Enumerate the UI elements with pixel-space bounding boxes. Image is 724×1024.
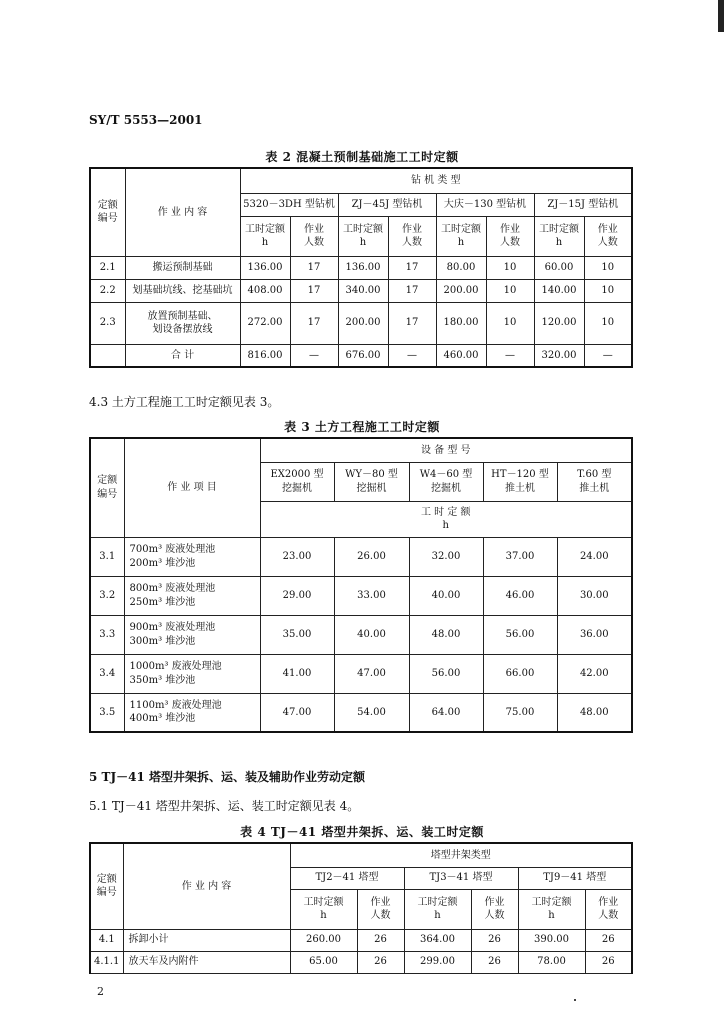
row-value: 64.00 xyxy=(409,693,483,732)
table2-caption: 表 2 混凝土预制基础施工工时定额 xyxy=(265,150,459,164)
row-value: 10 xyxy=(486,256,534,279)
row-value: 340.00 xyxy=(338,279,388,302)
row-value: 42.00 xyxy=(557,654,632,693)
table-row xyxy=(90,615,632,654)
row-value: 66.00 xyxy=(483,654,557,693)
row-value: 140.00 xyxy=(534,279,584,302)
row-id: 4.1.1 xyxy=(90,951,123,973)
row-value: 676.00 xyxy=(338,344,388,367)
table4-subheader-people: 作业 人数 xyxy=(471,889,518,929)
row-value: 180.00 xyxy=(436,302,486,344)
row-value: 10 xyxy=(584,256,632,279)
row-value: 10 xyxy=(584,279,632,302)
row-value: 460.00 xyxy=(436,344,486,367)
row-value: 60.00 xyxy=(534,256,584,279)
row-value: 320.00 xyxy=(534,344,584,367)
row-id: 3.1 xyxy=(90,537,124,576)
row-value: 32.00 xyxy=(409,537,483,576)
table3-unit: 工 时 定 额 h xyxy=(260,501,632,537)
row-value: 30.00 xyxy=(557,576,632,615)
row-value: 40.00 xyxy=(409,576,483,615)
row-id: 3.5 xyxy=(90,693,124,732)
row-value: 56.00 xyxy=(483,615,557,654)
table-row xyxy=(90,302,632,344)
row-value: — xyxy=(290,344,338,367)
row-content: 放天车及内附件 xyxy=(123,951,290,973)
row-value: 136.00 xyxy=(240,256,290,279)
table2-header-group: 钻 机 类 型 xyxy=(240,168,632,193)
table2-machine-header: ZJ－45J 型钻机 xyxy=(338,193,436,216)
row-value: 26 xyxy=(471,929,518,951)
table2 xyxy=(89,167,633,368)
table4-header-id: 定额 编号 xyxy=(90,843,123,929)
row-value: 299.00 xyxy=(404,951,471,973)
row-value: 10 xyxy=(486,279,534,302)
row-value: 26.00 xyxy=(334,537,409,576)
row-id: 2.1 xyxy=(90,256,125,279)
row-value: 29.00 xyxy=(260,576,334,615)
row-id: 3.4 xyxy=(90,654,124,693)
table3-caption: 表 3 土方工程施工工时定额 xyxy=(284,420,440,434)
row-value: 17 xyxy=(388,256,436,279)
table2-subheader-people: 作业 人数 xyxy=(290,216,338,256)
row-id: 4.1 xyxy=(90,929,123,951)
table3-machine-header: T.60 型 推土机 xyxy=(557,462,632,501)
row-value: 17 xyxy=(290,279,338,302)
row-value: — xyxy=(388,344,436,367)
table2-subheader-people: 作业 人数 xyxy=(486,216,534,256)
row-value: 17 xyxy=(290,302,338,344)
row-value: 24.00 xyxy=(557,537,632,576)
row-content: 800m³ 废液处理池 250m³ 堆沙池 xyxy=(124,576,260,615)
table4-subheader-hours: 工时定额 h xyxy=(404,889,471,929)
row-value: 37.00 xyxy=(483,537,557,576)
row-value: 40.00 xyxy=(334,615,409,654)
row-value: 23.00 xyxy=(260,537,334,576)
table3-header-group: 设 备 型 号 xyxy=(260,438,632,462)
row-value: 260.00 xyxy=(290,929,357,951)
table3-machine-header: HT－120 型 推土机 xyxy=(483,462,557,501)
section-5-heading: 5 TJ－41 塔型井架拆、运、装及辅助作业劳动定额 xyxy=(89,770,366,784)
row-value: 26 xyxy=(357,929,404,951)
para-5-1: 5.1 TJ－41 塔型井架拆、运、装工时定额见表 4。 xyxy=(89,799,360,813)
row-value: 200.00 xyxy=(436,279,486,302)
table3-header-id: 定额 编号 xyxy=(90,438,124,537)
table4-machine-header: TJ3－41 塔型 xyxy=(404,867,518,889)
row-value: — xyxy=(486,344,534,367)
table2-subheader-people: 作业 人数 xyxy=(584,216,632,256)
table-row xyxy=(90,537,632,576)
row-id xyxy=(90,344,125,367)
table2-subheader-hours: 工时定额 h xyxy=(240,216,290,256)
row-content: 划基础坑线、挖基础坑 xyxy=(125,279,240,302)
row-value: 17 xyxy=(290,256,338,279)
scan-dot xyxy=(574,999,576,1001)
table-row xyxy=(90,929,632,951)
table4-subheader-hours: 工时定额 h xyxy=(518,889,585,929)
row-value: 36.00 xyxy=(557,615,632,654)
table4 xyxy=(89,842,633,974)
row-value: 47.00 xyxy=(260,693,334,732)
table-row xyxy=(90,256,632,279)
row-value: 26 xyxy=(585,929,632,951)
table2-subheader-hours: 工时定额 h xyxy=(534,216,584,256)
table3-machine-header: WY－80 型 挖掘机 xyxy=(334,462,409,501)
table4-subheader-people: 作业 人数 xyxy=(357,889,404,929)
row-value: 47.00 xyxy=(334,654,409,693)
table3-header-content: 作 业 项 目 xyxy=(124,438,260,537)
table2-machine-header: 大庆－130 型钻机 xyxy=(436,193,534,216)
table-row xyxy=(90,279,632,302)
row-content: 700m³ 废液处理池 200m³ 堆沙池 xyxy=(124,537,260,576)
row-content: 1100m³ 废液处理池 400m³ 堆沙池 xyxy=(124,693,260,732)
table2-subheader-hours: 工时定额 h xyxy=(338,216,388,256)
row-id: 2.2 xyxy=(90,279,125,302)
table4-machine-header: TJ2－41 塔型 xyxy=(290,867,404,889)
row-content: 放置预制基础、 划设备摆放线 xyxy=(125,302,240,344)
row-value: 17 xyxy=(388,302,436,344)
row-value: 408.00 xyxy=(240,279,290,302)
row-value: 26 xyxy=(471,951,518,973)
row-value: 26 xyxy=(357,951,404,973)
row-value: 41.00 xyxy=(260,654,334,693)
table-row xyxy=(90,654,632,693)
row-value: 80.00 xyxy=(436,256,486,279)
table2-header-id: 定额 编号 xyxy=(90,168,125,256)
row-value: 56.00 xyxy=(409,654,483,693)
row-content: 1000m³ 废液处理池 350m³ 堆沙池 xyxy=(124,654,260,693)
scan-edge-mark xyxy=(718,0,724,32)
table4-subheader-hours: 工时定额 h xyxy=(290,889,357,929)
row-value: 17 xyxy=(388,279,436,302)
table-row xyxy=(90,693,632,732)
row-value: 75.00 xyxy=(483,693,557,732)
row-value: 200.00 xyxy=(338,302,388,344)
row-value: 26 xyxy=(585,951,632,973)
row-id: 3.3 xyxy=(90,615,124,654)
row-value: 33.00 xyxy=(334,576,409,615)
row-value: 48.00 xyxy=(557,693,632,732)
row-value: 10 xyxy=(486,302,534,344)
row-id: 2.3 xyxy=(90,302,125,344)
row-value: 364.00 xyxy=(404,929,471,951)
table2-subheader-hours: 工时定额 h xyxy=(436,216,486,256)
table3-machine-header: W4－60 型 挖掘机 xyxy=(409,462,483,501)
row-value: — xyxy=(584,344,632,367)
table-row xyxy=(90,951,632,973)
row-value: 35.00 xyxy=(260,615,334,654)
row-content: 搬运预制基础 xyxy=(125,256,240,279)
table4-caption: 表 4 TJ－41 塔型井架拆、运、装工时定额 xyxy=(240,825,484,839)
row-value: 272.00 xyxy=(240,302,290,344)
row-content: 拆卸小计 xyxy=(123,929,290,951)
table2-machine-header: 5320－3DH 型钻机 xyxy=(240,193,338,216)
row-content: 合 计 xyxy=(125,344,240,367)
table3-machine-header: EX2000 型 挖掘机 xyxy=(260,462,334,501)
row-value: 78.00 xyxy=(518,951,585,973)
table2-subheader-people: 作业 人数 xyxy=(388,216,436,256)
row-value: 10 xyxy=(584,302,632,344)
row-value: 816.00 xyxy=(240,344,290,367)
row-value: 390.00 xyxy=(518,929,585,951)
row-value: 136.00 xyxy=(338,256,388,279)
table-row xyxy=(90,344,632,367)
para-4-3: 4.3 土方工程施工工时定额见表 3。 xyxy=(89,395,280,409)
row-value: 46.00 xyxy=(483,576,557,615)
row-value: 48.00 xyxy=(409,615,483,654)
table2-header-content: 作 业 内 容 xyxy=(125,168,240,256)
table3 xyxy=(89,437,633,733)
row-value: 65.00 xyxy=(290,951,357,973)
row-value: 54.00 xyxy=(334,693,409,732)
table4-header-group: 塔型井架类型 xyxy=(290,843,632,867)
table2-machine-header: ZJ－15J 型钻机 xyxy=(534,193,632,216)
page-number: 2 xyxy=(97,985,104,998)
standard-code: SY/T 5553—2001 xyxy=(89,113,203,127)
table-row xyxy=(90,576,632,615)
row-id: 3.2 xyxy=(90,576,124,615)
table4-machine-header: TJ9－41 塔型 xyxy=(518,867,632,889)
row-value: 120.00 xyxy=(534,302,584,344)
row-content: 900m³ 废液处理池 300m³ 堆沙池 xyxy=(124,615,260,654)
table4-subheader-people: 作业 人数 xyxy=(585,889,632,929)
table4-header-content: 作 业 内 容 xyxy=(123,843,290,929)
